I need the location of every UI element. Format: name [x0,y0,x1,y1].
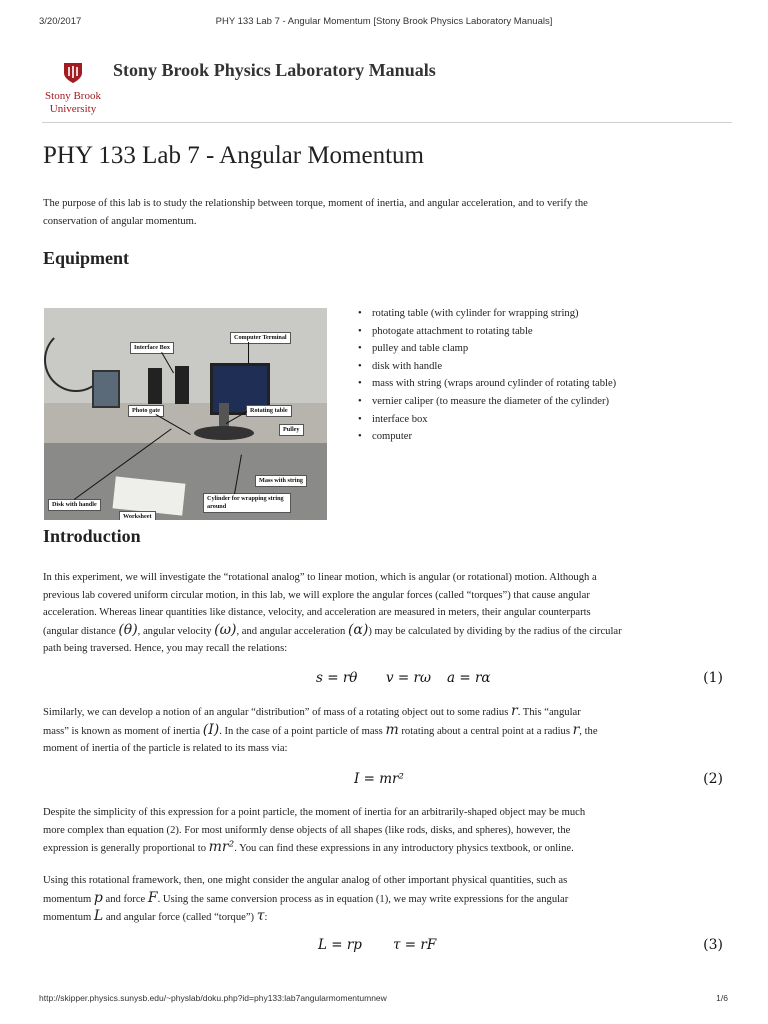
text-line: . Using the same conversion process as in equation (1), we may write expressions for the angular [157,893,569,905]
math-omega: (ω) [214,621,237,638]
list-item: • rotating table (with cylinder for wrapping string) [372,305,616,323]
equation-term: L = rp [318,937,362,953]
label-interface-box: Interface Box [130,342,174,354]
label-pulley: Pulley [279,424,304,436]
intro-paragraph-2 [43,703,729,758]
leader-line [248,342,249,364]
text-line: . This “angular [517,707,581,718]
equipment-list [358,305,616,446]
equipment-photo [44,308,327,520]
list-item: • vernier caliper (to measure the diameter of the cylinder) [372,393,616,411]
text-line: : [264,912,268,923]
equation-term: s = rθ [316,670,358,686]
math-r: r [510,703,518,719]
math-mr2: mr² [208,839,235,855]
intro-line-1: The purpose of this lab is to study the relationship between torque, moment of inertia, and angular acceleration, and to verify the [43,198,588,209]
intro-paragraph [43,195,729,230]
photo-side-monitor [92,370,120,408]
math-theta: (θ) [118,621,138,638]
introduction-heading: Introduction [43,526,141,546]
text-line: Using this rotational framework, then, one might consider the angular analog of other important physical quantities, such as [43,875,568,886]
label-photo-gate: Photo gate [128,405,164,417]
shield-icon [63,62,83,84]
label-rotating-table: Rotating table [246,405,292,417]
page-title: PHY 133 Lab 7 - Angular Momentum [43,142,424,169]
math-m: m [385,721,399,738]
equation-term: τ = rF [393,937,437,953]
equation-number: (1) [703,670,723,686]
text-line: previous lab covered uniform circular motion, in this lab, we will explore the angular forces (called “torques”) that cause angular [43,589,590,601]
equation-term: I = mr² [354,771,404,787]
intro-paragraph-4 [43,872,729,927]
equipment-heading: Equipment [43,248,130,268]
text-line: rotating about a central point at a radius [398,725,573,737]
logo-line-1: Stony Brook [45,90,101,102]
text-line: ) may be calculated by dividing by the radius of the circular [368,625,622,637]
text-line: , angular velocity [137,625,215,637]
text-line: moment of inertia of the particle is related to its mass via: [43,743,288,754]
math-F: F [147,889,158,906]
text-line: , the [579,725,598,737]
math-p: p [93,889,103,906]
text-line: momentum [43,912,94,923]
text-line: (angular distance [43,625,119,637]
list-item: • pulley and table clamp [372,340,616,358]
text-line: and angular force (called “torque”) [103,912,257,923]
math-L: L [93,908,104,924]
photo-rotating-table [194,426,254,440]
equation-number: (2) [703,771,723,787]
label-cylinder: Cylinder for wrapping string around [203,493,291,513]
text-line: expression is generally proportional to [43,843,209,854]
label-computer-terminal: Computer Terminal [230,332,291,344]
site-header [42,58,732,123]
text-line: In this experiment, we will investigate the “rotational analog” to linear motion, which is angular (or rotational) motion. Although a [43,572,597,583]
text-line: Despite the simplicity of this expression for a point particle, the moment of inertia for an arbitrarily-shaped object may be much [43,807,586,818]
photo-interface-box-b [175,366,189,404]
print-url: http://skipper.physics.sunysb.edu/~physlab/doku.php?id=phy133:lab7angularmomentumnew [39,993,387,1003]
print-page-number: 1/6 [716,993,728,1003]
math-r: r [572,721,580,738]
label-disk-with-handle: Disk with handle [48,499,101,511]
text-line: momentum [43,893,94,905]
logo-line-2: University [49,103,97,115]
equation-term: v = rω [386,670,431,686]
text-line: . In the case of a point particle of mass [219,725,386,737]
intro-line-2: conservation of angular momentum. [43,215,197,227]
text-line: Similarly, we can develop a notion of an angular “distribution” of mass of a rotating object out to some radius [43,707,511,718]
text-line: mass” is known as moment of inertia [43,725,203,737]
equation-term: a = rα [447,670,491,686]
print-page-title: PHY 133 Lab 7 - Angular Momentum [Stony Brook Physics Laboratory Manuals] [215,16,553,27]
label-mass-with-string: Mass with string [255,475,307,487]
text-line: path being traversed. Hence, you may recall the relations: [43,643,288,654]
site-title-link[interactable]: Stony Brook Physics Laboratory Manuals [113,60,436,80]
list-item: • interface box [372,411,616,429]
intro-paragraph-1 [43,569,729,658]
text-line: . You can find these expressions in any introductory physics textbook, or online. [234,843,574,854]
university-logo[interactable] [42,62,104,115]
math-tau: τ [256,908,265,924]
list-item: • photogate attachment to rotating table [372,323,616,341]
list-item: • mass with string (wraps around cylinder of rotating table) [372,375,616,393]
math-alpha: (α) [347,621,369,638]
text-line: and force [102,893,148,905]
text-line: , and angular acceleration [236,625,348,637]
text-line: acceleration. Whereas linear quantities like distance, velocity, and acceleration are measured in meters, their angular counterparts [43,607,591,618]
photo-interface-box-a [148,368,162,404]
list-item: • computer [372,428,616,446]
math-I: (I) [202,721,220,738]
equation-number: (3) [703,937,723,953]
print-date: 3/20/2017 [39,16,82,27]
intro-paragraph-3 [43,804,729,858]
list-item: • disk with handle [372,358,616,376]
text-line: more complex than equation (2). For most uniformly dense objects of all shapes (like rods, disks, and spheres), however, the [43,824,571,836]
label-worksheet: Worksheet [119,511,156,520]
